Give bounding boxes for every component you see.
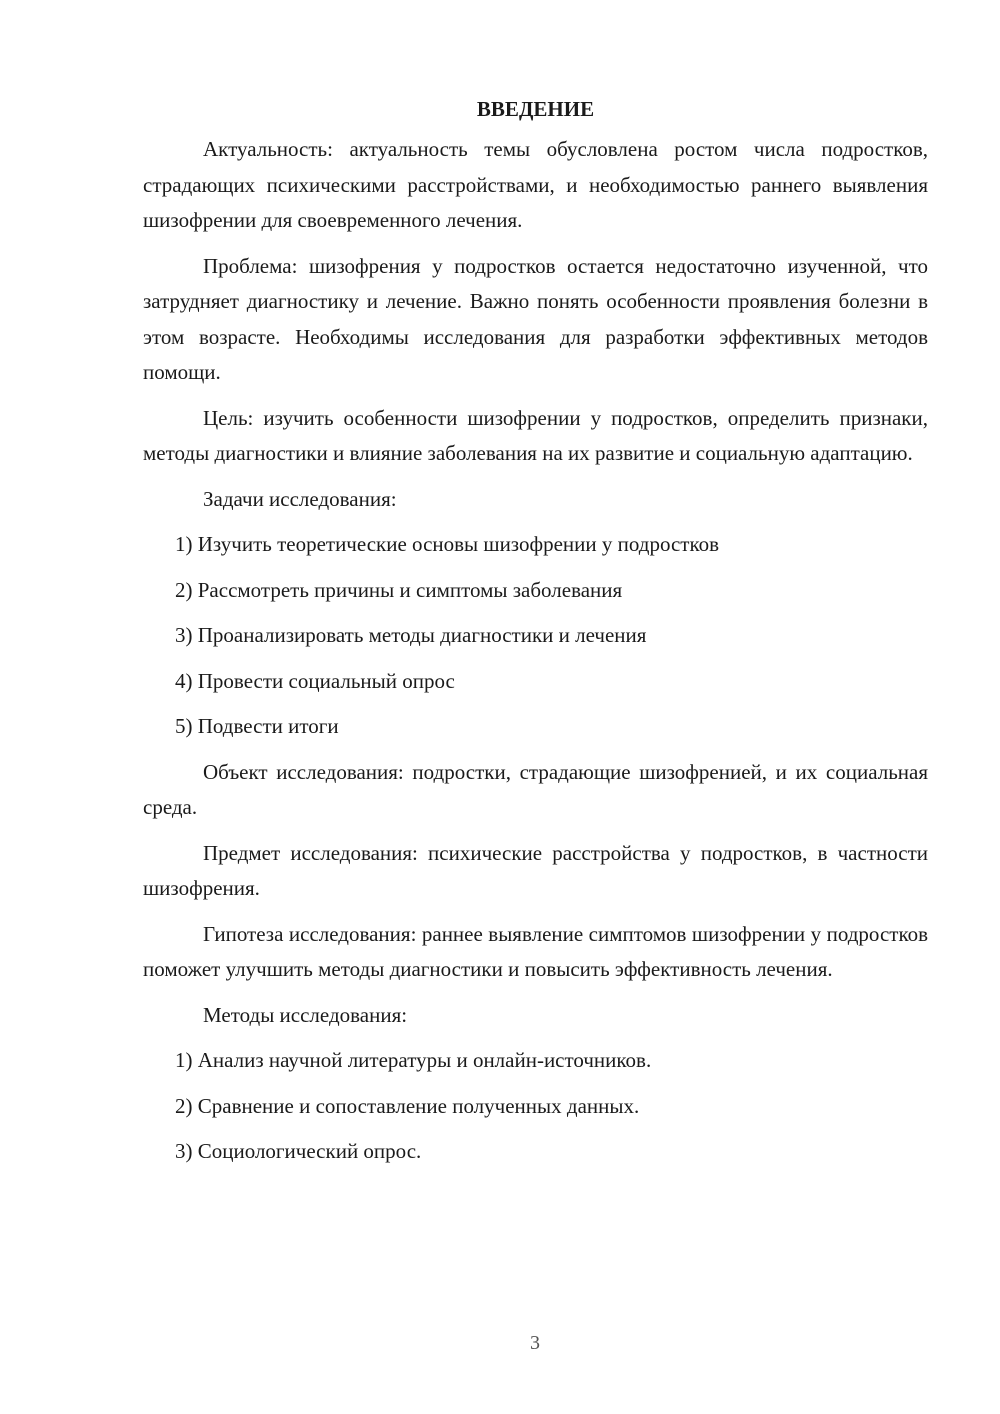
page-number: 3 xyxy=(530,1332,540,1354)
hypothesis-paragraph: Гипотеза исследования: раннее выявление симптомов шизофрении у подростков поможет улучшить методы диагностики и повысить эффективность лечения. xyxy=(143,921,928,981)
methods-heading: Методы исследования: xyxy=(203,1002,408,1027)
method-item: 3) Социологический опрос. xyxy=(175,1139,422,1163)
problem-paragraph: Проблема: шизофрения у подростков остается недостаточно изученной, что затрудняет диагностику и лечение. Важно понять особенности проявления болезни в этом возрасте. Необходимы исследования для разработки эффективных методов помощи. xyxy=(143,253,928,384)
task-item: 2) Рассмотреть причины и симптомы заболевания xyxy=(175,577,623,602)
document-page xyxy=(143,92,928,1180)
task-item: 3) Проанализировать методы диагностики и лечения xyxy=(175,623,647,647)
tasks-heading: Задачи исследования: xyxy=(203,486,397,511)
section-title: ВВЕДЕНИЕ xyxy=(476,97,595,121)
goal-paragraph: Цель: изучить особенности шизофрении у подростков, определить признаки, методы диагностики и влияние заболевания на их развитие и социальную адаптацию. xyxy=(143,405,928,465)
task-item: 4) Провести социальный опрос xyxy=(175,668,455,693)
object-paragraph: Объект исследования: подростки, страдающие шизофренией, и их социальная среда. xyxy=(143,759,928,819)
relevance-paragraph: Актуальность: актуальность темы обусловлена ростом числа подростков, страдающих психическими расстройствами, и необходимостью раннего выявления шизофрении для своевременного лечения. xyxy=(143,137,928,232)
task-item: 1) Изучить теоретические основы шизофрении у подростков xyxy=(175,532,720,556)
task-item: 5) Подвести итоги xyxy=(175,714,339,738)
method-item: 2) Сравнение и сопоставление полученных данных. xyxy=(175,1093,640,1118)
subject-paragraph: Предмет исследования: психические расстройства у подростков, в частности шизофрения. xyxy=(143,840,928,900)
method-item: 1) Анализ научной литературы и онлайн-источников. xyxy=(175,1048,652,1072)
